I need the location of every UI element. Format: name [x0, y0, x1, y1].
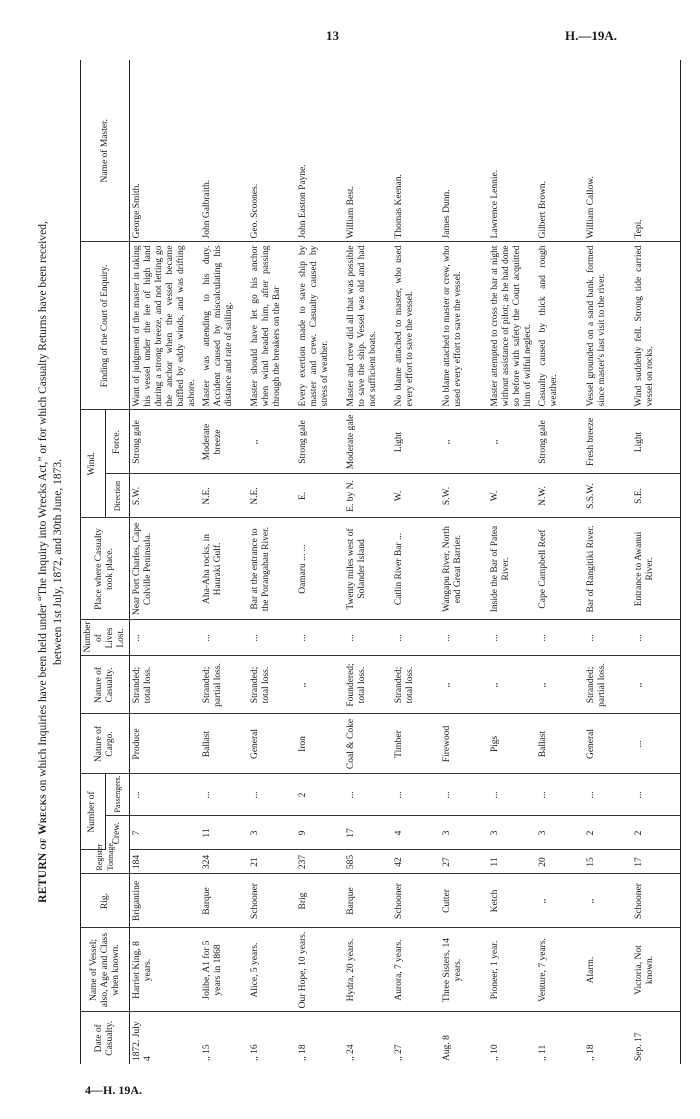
cell-master: William Callow. [584, 60, 632, 242]
cell-vessel: Victoria, Not known. [632, 928, 681, 1012]
cell-tonnage: 184 [130, 850, 201, 874]
cell-date: ,, 10 [490, 1044, 500, 1061]
cell-finding: Casualty caused by thick and rough weather. [536, 242, 584, 410]
cell-finding: No blame attached to master or crew, who used every effort to save the vessel. [440, 242, 488, 410]
cell-force: Moderate breeze [200, 410, 248, 474]
cell-lives: ... [248, 620, 296, 656]
cell-crew: 2 [632, 816, 681, 850]
cell-lives: ... [200, 620, 248, 656]
cell-finding: Master and crew did all that was possible to save the ship. Vessel was old and had not sufficient boats. [344, 242, 392, 410]
cell-cargo: Produce [130, 714, 201, 774]
cell-place: Inside the Bar of Patea River. [488, 518, 536, 620]
cell-crew: 3 [488, 816, 536, 850]
cell-rig: ,, [584, 874, 632, 928]
cell-crew: 2 [584, 816, 632, 850]
table-row [632, 60, 681, 1064]
cell-direction: S.W. [130, 474, 201, 518]
cell-crew: 17 [344, 816, 392, 850]
return-title [36, 60, 66, 1064]
cell-tonnage: 15 [584, 850, 632, 874]
cell-rig: Brig [296, 874, 344, 928]
cell-tonnage: 21 [248, 850, 296, 874]
table-row [488, 60, 536, 1064]
cell-cargo: General [248, 714, 296, 774]
cell-vessel: Venture, 7 years. [536, 928, 584, 1012]
cell-force: Moderate gale [344, 410, 392, 474]
cell-place: Twenty miles west of Solander Island [344, 518, 392, 620]
col-direction: Direction [105, 474, 130, 518]
cell-place: Aha-Aha rocks, in Hauraki Gulf. [200, 518, 248, 620]
cell-finding: Master was attending to his duty. Accident caused by miscalculating his distance and rate of sailing. [200, 242, 248, 410]
cell-lives: ... [584, 620, 632, 656]
title-lead: RETURN [37, 852, 49, 903]
cell-force: Strong gale [536, 410, 584, 474]
cell-finding: Master should have let go his anchor when wind headed him, after passing through the breakers on the Bar [248, 242, 296, 410]
table-row [584, 60, 632, 1064]
cell-place: Cape Campbell Reef [536, 518, 584, 620]
cell-date: Sep. 17 [632, 1012, 681, 1064]
cell-direction: S.S.W. [584, 474, 632, 518]
cell-finding: Master attempted to cross the bar at night without assistance of pilot; as he had done so before with safety the Court acquitted him of wilful neglect. [488, 242, 536, 410]
cell-crew: 3 [440, 816, 488, 850]
rotated-return-table-page [37, 60, 694, 1064]
cell-place: Bar at the entrance to the Porangahau River. [248, 518, 296, 620]
cell-casualty: ,, [296, 656, 344, 714]
cell-crew: 4 [392, 816, 440, 850]
col-master: Name of Master. [81, 60, 130, 242]
cell-force: Light [632, 410, 681, 474]
cell-direction: N.E. [248, 474, 296, 518]
cell-cargo: ... [632, 714, 681, 774]
cell-lives: ... [488, 620, 536, 656]
cell-master: John Easton Payne. [296, 60, 344, 242]
table-row [440, 60, 488, 1064]
cell-place: Oamaru ... ... [296, 518, 344, 620]
cell-vessel: Pioneer, 1 year. [488, 928, 536, 1012]
cell-force: Strong gale [130, 410, 201, 474]
cell-master: Geo. Scoones. [248, 60, 296, 242]
cell-lives: ... [440, 620, 488, 656]
cell-master: Tepi. [632, 60, 681, 242]
cell-casualty: ,, [488, 656, 536, 714]
col-rig: Rig. [81, 874, 130, 928]
cell-rig: Schooner [392, 874, 440, 928]
cell-finding: Every exertion made to save ship by master and crew. Casualty caused by stress of weather. [296, 242, 344, 410]
cell-date: ,, 24 [346, 1044, 356, 1061]
cell-force: ,, [488, 410, 536, 474]
cell-rig: Brigantine [130, 874, 201, 928]
cell-vessel: Harriet King, 8 years. [130, 928, 201, 1012]
cell-lives: ... [392, 620, 440, 656]
title-lead2: of Wrecks [37, 794, 49, 850]
cell-cargo: Firewood [440, 714, 488, 774]
cell-master: Thomas Keenan. [392, 60, 440, 242]
cell-rig: Ketch [488, 874, 536, 928]
col-passengers: Passengers. [105, 774, 130, 816]
cell-rig: Barque [200, 874, 248, 928]
cell-casualty: ,, [632, 656, 681, 714]
cell-lives: ... [344, 620, 392, 656]
cell-passengers: ... [248, 774, 296, 816]
footer-code: 4—H. 19A. [85, 1083, 142, 1097]
cell-rig: Barque [344, 874, 392, 928]
cell-finding: Vessel grounded on a sand bank, formed since master's last visit to the river. [584, 242, 632, 410]
cell-cargo: Ballast [536, 714, 584, 774]
cell-date: Aug. 8 [442, 1035, 452, 1061]
cell-force: Strong gale [296, 410, 344, 474]
col-finding: Finding of the Court of Enquiry. [81, 242, 130, 410]
wrecks-table [80, 60, 681, 1064]
cell-tonnage: 17 [632, 850, 681, 874]
cell-tonnage: 585 [344, 850, 392, 874]
cell-place: Catlin River Bar ... [392, 518, 440, 620]
cell-casualty: ,, [440, 656, 488, 714]
cell-passengers: ... [130, 774, 201, 816]
cell-direction: W. [488, 474, 536, 518]
cell-tonnage: 237 [296, 850, 344, 874]
cell-casualty: Foundered; total loss. [344, 656, 392, 714]
cell-lives: ... [632, 620, 681, 656]
cell-casualty: Stranded; total loss. [130, 656, 201, 714]
table-row [248, 60, 296, 1064]
cell-date: ,, 18 [298, 1044, 308, 1061]
cell-tonnage: 20 [536, 850, 584, 874]
cell-place: Bar of Rangitiki River. [584, 518, 632, 620]
table-row [392, 60, 440, 1064]
col-vessel: Name of Vessel; also, Age and Class when known. [81, 928, 130, 1012]
cell-lives: ... [296, 620, 344, 656]
cell-casualty: Stranded; partial loss. [584, 656, 632, 714]
col-number-of: Number of [81, 774, 106, 850]
cell-master: Gilbert Brown. [536, 60, 584, 242]
wrecks-table-body [130, 60, 681, 1064]
cell-passengers: ... [440, 774, 488, 816]
cell-force: Fresh breeze [584, 410, 632, 474]
cell-vessel: Jolibe, A1 for 5 years in 1868 [200, 928, 248, 1012]
cell-rig: Schooner [632, 874, 681, 928]
cell-finding: No blame attached to master, who used every effort to save the vessel. [392, 242, 440, 410]
col-wind: Wind. [81, 410, 106, 518]
cell-vessel: Three Sisters, 14 years. [440, 928, 488, 1012]
col-date: Date of Casualty. [81, 1012, 130, 1064]
cell-cargo: Ballast [200, 714, 248, 774]
cell-passengers: ... [584, 774, 632, 816]
cell-direction: E. [296, 474, 344, 518]
cell-passengers: ... [536, 774, 584, 816]
cell-direction: W. [392, 474, 440, 518]
cell-crew: 7 [130, 816, 201, 850]
cell-lives: ... [536, 620, 584, 656]
cell-casualty: Stranded; total loss. [248, 656, 296, 714]
cell-passengers: ... [344, 774, 392, 816]
cell-date: ,, 15 [202, 1044, 212, 1061]
cell-master: James Dunn. [440, 60, 488, 242]
cell-rig: Cutter [440, 874, 488, 928]
cell-master: Lawrence Lennie. [488, 60, 536, 242]
cell-tonnage: 42 [392, 850, 440, 874]
cell-cargo: Iron [296, 714, 344, 774]
cell-crew: 9 [296, 816, 344, 850]
cell-master: John Galbraith. [200, 60, 248, 242]
cell-force: ,, [248, 410, 296, 474]
cell-vessel: Our Hope, 10 years. [296, 928, 344, 1012]
cell-passengers: ... [488, 774, 536, 816]
cell-master: George Smith. [130, 60, 201, 242]
cell-passengers: ... [392, 774, 440, 816]
cell-vessel: Alarm. [584, 928, 632, 1012]
cell-cargo: Coal & Coke [344, 714, 392, 774]
col-cargo: Nature of Cargo. [81, 714, 130, 774]
col-lives: Number of Lives Lost. [81, 620, 130, 656]
col-tonnage: Register Tonnage. [81, 850, 130, 874]
col-crew: Crew. [105, 816, 130, 850]
cell-cargo: Pigs [488, 714, 536, 774]
cell-cargo: General [584, 714, 632, 774]
cell-place: Near Port Charles, Cape Colville Peninsula. [130, 518, 201, 620]
cell-force: Light [392, 410, 440, 474]
cell-tonnage: 27 [440, 850, 488, 874]
cell-vessel: Hydra, 20 years. [344, 928, 392, 1012]
col-casualty: Nature of Casualty. [81, 656, 130, 714]
table-row [536, 60, 584, 1064]
cell-place: Entrance to Awanui River. [632, 518, 681, 620]
cell-direction: S.E. [632, 474, 681, 518]
cell-casualty: Stranded; total loss. [392, 656, 440, 714]
cell-crew: 11 [200, 816, 248, 850]
cell-crew: 3 [536, 816, 584, 850]
table-row [296, 60, 344, 1064]
col-place: Place where Casualty took place. [81, 518, 130, 620]
cell-date: ,, 18 [586, 1044, 596, 1061]
cell-rig: ,, [536, 874, 584, 928]
cell-finding: Want of judgment of the master in taking his vessel under the lee of high land during a strong breeze, and not letting go the anchor when the vessel became baffled by eddy winds, and was drifting ashore. [130, 242, 201, 410]
cell-date: 1872. July 4 [132, 1021, 153, 1061]
cell-date: ,, 16 [250, 1044, 260, 1061]
col-force: Force. [105, 410, 130, 474]
table-row [130, 60, 201, 1064]
cell-force: ,, [440, 410, 488, 474]
cell-casualty: Stranded; partial loss. [200, 656, 248, 714]
cell-lives: ... [130, 620, 201, 656]
cell-master: William Best. [344, 60, 392, 242]
page-number: 13 [326, 28, 339, 43]
cell-finding: Wind suddenly fell. Strong tide carried vessel on rocks. [632, 242, 681, 410]
cell-tonnage: 11 [488, 850, 536, 874]
cell-passengers: ... [200, 774, 248, 816]
cell-rig: Schooner [248, 874, 296, 928]
cell-direction: S.W. [440, 474, 488, 518]
cell-direction: E. by N. [344, 474, 392, 518]
cell-date: ,, 27 [394, 1044, 404, 1061]
cell-passengers: 2 [296, 774, 344, 816]
cell-place: Wangapu River, North end Great Barrier. [440, 518, 488, 620]
cell-passengers: ... [632, 774, 681, 816]
cell-vessel: Aurora, 7 years. [392, 928, 440, 1012]
cell-direction: N.E. [200, 474, 248, 518]
title-line2: between 1st July, 1872, and 30th June, 1873. [52, 459, 64, 665]
cell-vessel: Alice, 5 years. [248, 928, 296, 1012]
table-row [344, 60, 392, 1064]
cell-casualty: ,, [536, 656, 584, 714]
cell-direction: N.W. [536, 474, 584, 518]
table-row [200, 60, 248, 1064]
cell-tonnage: 324 [200, 850, 248, 874]
title-rest: on which Inquiries have been held under “The Inquiry into Wrecks Act,” or for which Casualty Returns have been received, [37, 221, 49, 792]
document-code: H.—19A. [565, 28, 617, 43]
cell-cargo: Timber [392, 714, 440, 774]
cell-crew: 3 [248, 816, 296, 850]
cell-date: ,, 11 [538, 1044, 548, 1061]
